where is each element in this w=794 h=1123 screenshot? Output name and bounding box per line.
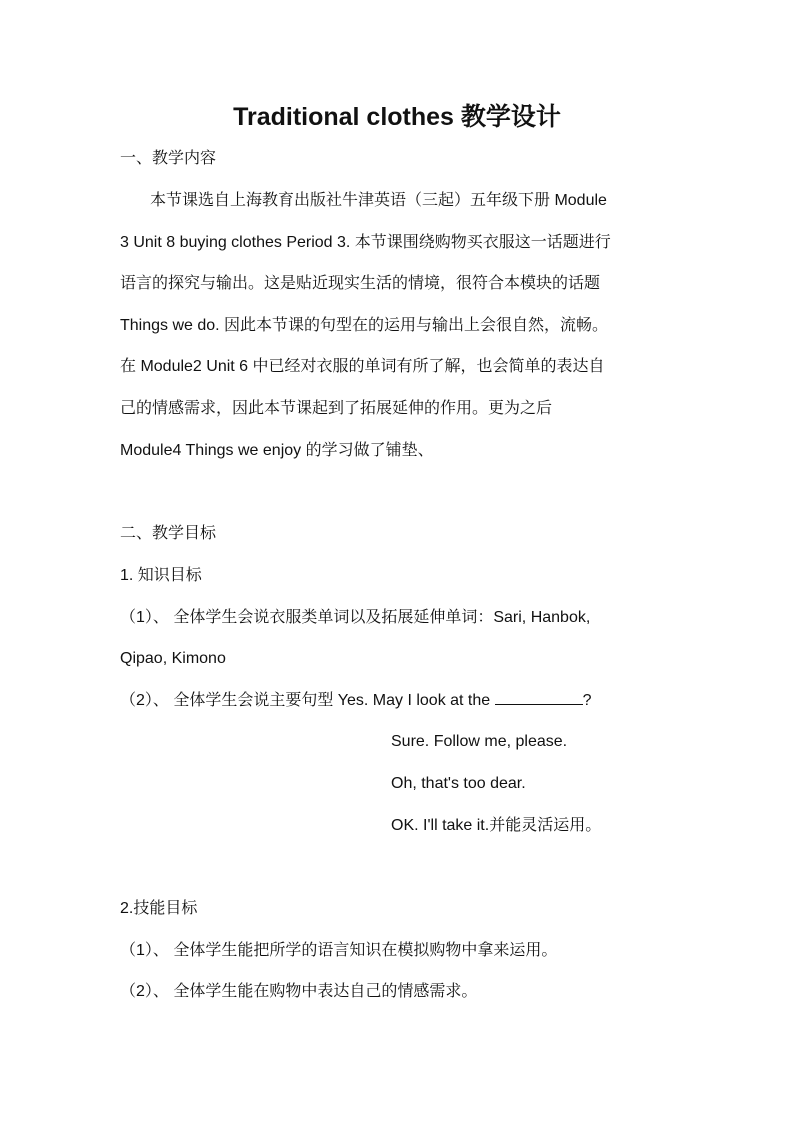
dialogue-line: OK. I'll take it.并能灵活运用。 xyxy=(391,817,602,834)
skill-item: （2）、 全体学生能在购物中表达自己的情感需求。 xyxy=(120,983,478,1000)
paragraph-line: 在 Module2 Unit 6 中已经对衣服的单词有所了解，也会简单的表达自 xyxy=(120,358,605,375)
knowledge-item-2-text: （2）、 全体学生会说主要句型 Yes. May I look at the xyxy=(120,692,495,709)
paragraph-line: Things we do. 因此本节课的句型在的运用与输出上会很自然，流畅。 xyxy=(120,317,609,334)
document-title: Traditional clothes 教学设计 xyxy=(233,103,561,131)
paragraph-line: 己的情感需求，因此本节课起到了拓展延伸的作用。更为之后 xyxy=(120,400,553,417)
knowledge-item-1-line-1: （1）、 全体学生会说衣服类单词以及拓展延伸单词：Sari, Hanbok, xyxy=(120,609,591,626)
knowledge-item-1-line-2: Qipao, Kimono xyxy=(120,650,226,667)
fill-in-blank xyxy=(495,690,583,705)
subheading-knowledge-objectives: 1. 知识目标 xyxy=(120,567,202,584)
skill-item: （1）、 全体学生能把所学的语言知识在模拟购物中拿来运用。 xyxy=(120,942,558,959)
section-heading-teaching-objectives: 二、教学目标 xyxy=(120,525,217,542)
dialogue-line: Oh, that's too dear. xyxy=(391,775,526,792)
dialogue-line: Sure. Follow me, please. xyxy=(391,733,568,750)
paragraph-line: Module4 Things we enjoy 的学习做了铺垫、 xyxy=(120,442,434,459)
question-mark: ? xyxy=(582,692,592,709)
knowledge-item-2 xyxy=(120,690,592,712)
paragraph-line: 3 Unit 8 buying clothes Period 3. 本节课围绕购物买衣服这一话题进行 xyxy=(120,234,611,251)
paragraph-line: 本节课选自上海教育出版社牛津英语（三起）五年级下册 Module xyxy=(150,192,607,209)
section-heading-teaching-content: 一、教学内容 xyxy=(120,150,217,167)
paragraph-line: 语言的探究与输出。这是贴近现实生活的情境，很符合本模块的话题 xyxy=(120,275,601,292)
subheading-skill-objectives: 2.技能目标 xyxy=(120,900,198,917)
